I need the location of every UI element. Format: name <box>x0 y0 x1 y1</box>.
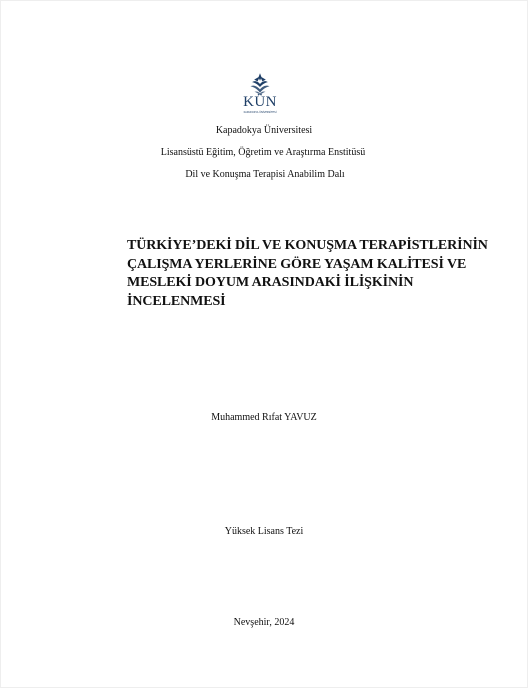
department-name: Dil ve Konuşma Terapisi Anabilim Dalı <box>185 169 345 180</box>
title-line: İNCELENMESİ <box>127 293 226 309</box>
thesis-title <box>127 237 488 311</box>
degree-type: Yüksek Lisans Tezi <box>224 526 304 537</box>
title-line: TÜRKİYE’DEKİ DİL VE KONUŞMA TERAPİSTLERİNİN <box>127 238 488 253</box>
logo-tagline: KAPADOKYA ÜNİVERSİTESİ <box>243 111 277 114</box>
university-name: Kapadokya Üniversitesi <box>215 125 313 136</box>
institute-name: Lisansüstü Eğitim, Öğretim ve Araştırma Enstitüsü <box>160 147 366 158</box>
logo-wordmark: KÜN <box>243 94 277 110</box>
place-and-year: Nevşehir, 2024 <box>233 617 295 628</box>
title-line: MESLEKİ DOYUM ARASINDAKİ İLİŞKİNİN <box>127 275 414 290</box>
title-line: ÇALIŞMA YERLERİNE GÖRE YAŞAM KALİTESİ VE <box>127 256 467 272</box>
author-name: Muhammed Rıfat YAVUZ <box>211 412 317 423</box>
university-emblem-icon <box>248 72 272 96</box>
university-logo <box>237 72 283 120</box>
